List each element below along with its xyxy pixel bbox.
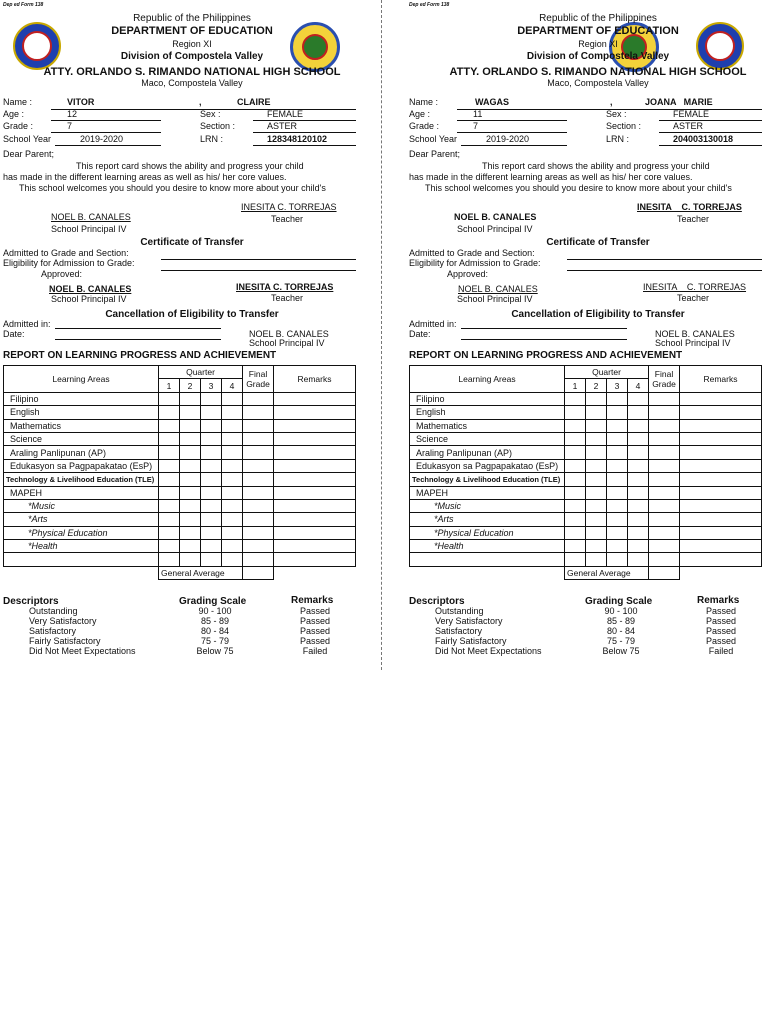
final-grade-header: Final Grade (649, 366, 680, 393)
name-comma: , (610, 97, 613, 107)
section-underline (253, 132, 356, 133)
principal-title-3: School Principal IV (249, 338, 325, 348)
admitted-in-label: Admitted in: (409, 319, 457, 329)
lrn-label: LRN : (606, 134, 630, 144)
eligibility-label: Eligibility for Admission to Grade: (3, 258, 135, 268)
principal-title-3: School Principal IV (655, 338, 731, 348)
grade-label: Grade : (3, 121, 34, 131)
principal-signature-name: NOEL B. CANALES (51, 212, 131, 222)
subject-name: Araling Panlipunan (AP) (4, 446, 159, 459)
school-year-underline (461, 145, 567, 146)
letter-line-2: has made in the different learning areas as well as his/ her core values. (3, 172, 287, 182)
remarks-header: Remarks (274, 366, 356, 393)
report-card-2 (409, 0, 768, 670)
table-row (410, 499, 762, 512)
subject-name: *Arts (410, 513, 565, 526)
principal-signature-name-2: NOEL B. CANALES (49, 284, 132, 294)
table-row (410, 553, 762, 566)
table-row (410, 513, 762, 526)
school-address: Maco, Compostela Valley (547, 78, 649, 88)
grading-scale-heading: Grading Scale (179, 596, 247, 607)
general-average-row (4, 566, 356, 579)
subject-name: Science (410, 432, 565, 445)
subject-name: Edukasyon sa Pagpapakatao (EsP) (410, 459, 565, 472)
date-label: Date: (409, 329, 431, 339)
grade-label: Grade : (409, 121, 440, 131)
quarter-header: Quarter (159, 366, 243, 379)
descriptors-heading: Descriptors (409, 596, 465, 607)
student-lrn: 204003130018 (673, 134, 734, 144)
teacher-title-2: Teacher (271, 293, 304, 303)
grading-scale-list: 90 - 100 85 - 89 80 - 84 75 - 79 Below 75 (602, 606, 640, 656)
table-row (410, 392, 762, 405)
remarks-header: Remarks (680, 366, 762, 393)
form-label: Dep ed Form 138 (409, 2, 450, 8)
subject-name: Mathematics (4, 419, 159, 432)
subject-name: *Music (410, 499, 565, 512)
school-address: Maco, Compostela Valley (141, 78, 243, 88)
school-year-label: School Year (409, 134, 458, 144)
form-label: Dep ed Form 138 (3, 2, 44, 8)
letter-line-2: has made in the different learning areas as well as his/ her core values. (409, 172, 693, 182)
teacher-title-2: Teacher (677, 293, 710, 303)
certificate-of-transfer-heading: Certificate of Transfer (140, 237, 244, 248)
section-label: Section : (606, 121, 642, 131)
table-row (4, 553, 356, 566)
principal-title-2: School Principal IV (51, 294, 127, 304)
subject-name: Araling Panlipunan (AP) (410, 446, 565, 459)
eligibility-line (567, 270, 762, 271)
subject-name: Edukasyon sa Pagpapakatao (EsP) (4, 459, 159, 472)
quarter-4-header: 4 (222, 379, 243, 392)
student-grade: 7 (67, 121, 73, 131)
descriptors-heading: Descriptors (3, 596, 59, 607)
report-title: REPORT ON LEARNING PROGRESS AND ACHIEVEMENT (409, 350, 683, 361)
republic-text: Republic of the Philippines (539, 13, 657, 24)
table-row (4, 446, 356, 459)
student-age: 11 (473, 109, 483, 119)
school-year-label: School Year (3, 134, 52, 144)
subject-name: *Physical Education (4, 526, 159, 539)
subject-name: Technology & Livelihood Education (TLE) (4, 473, 159, 486)
table-row (4, 419, 356, 432)
student-first-name: JOANA MARIE (645, 97, 713, 107)
general-average-label: General Average (565, 566, 649, 579)
division-text: Division of Compostela Valley (120, 51, 264, 62)
name-label: Name : (409, 97, 439, 107)
student-lrn: 128348120102 (267, 134, 328, 144)
table-row (4, 499, 356, 512)
quarter-2-header: 2 (586, 379, 607, 392)
table-row (4, 526, 356, 539)
teacher-title: Teacher (677, 214, 710, 224)
table-row (4, 486, 356, 499)
subject-name: English (410, 406, 565, 419)
principal-signature-name-3: NOEL B. CANALES (655, 329, 735, 339)
report-card-1 (3, 0, 381, 670)
quarter-2-header: 2 (180, 379, 201, 392)
final-grade-header: Final Grade (243, 366, 274, 393)
lrn-underline (253, 145, 356, 146)
table-row (410, 419, 762, 432)
date-label: Date: (3, 329, 25, 339)
grades-table (409, 365, 762, 580)
dear-parent: Dear Parent; (409, 149, 461, 159)
department-text: DEPARTMENT OF EDUCATION (111, 25, 273, 37)
subject-name: Science (4, 432, 159, 445)
admitted-in-label: Admitted in: (3, 319, 51, 329)
principal-signature-name-3: NOEL B. CANALES (249, 329, 329, 339)
admitted-grade-section-label: Admitted to Grade and Section: (3, 248, 129, 258)
subject-name: MAPEH (4, 486, 159, 499)
grade-underline (51, 132, 161, 133)
teacher-signature-name: INESITA C. TORREJAS (637, 202, 742, 212)
eligibility-label: Eligibility for Admission to Grade: (409, 258, 541, 268)
table-row (4, 540, 356, 553)
certificate-of-transfer-heading: Certificate of Transfer (546, 237, 650, 248)
remarks-list: Passed Passed Passed Passed Failed (299, 606, 331, 656)
table-row (4, 392, 356, 405)
remarks-heading: Remarks (291, 595, 334, 606)
table-row (410, 486, 762, 499)
subject-name: *Physical Education (410, 526, 565, 539)
subject-name: *Music (4, 499, 159, 512)
subject-name: *Arts (4, 513, 159, 526)
subject-name: Mathematics (410, 419, 565, 432)
student-last-name: VITOR (67, 97, 95, 107)
student-first-name: CLAIRE (237, 97, 271, 107)
table-row (410, 406, 762, 419)
student-section: ASTER (673, 121, 704, 131)
subject-name: Filipino (410, 392, 565, 405)
page-divider (381, 0, 382, 670)
principal-title-2: School Principal IV (457, 294, 533, 304)
grades-table (3, 365, 356, 580)
table-row (410, 446, 762, 459)
general-average-row (410, 566, 762, 579)
date-line (55, 339, 221, 340)
department-text: DEPARTMENT OF EDUCATION (517, 25, 679, 37)
age-label: Age : (409, 109, 431, 119)
lrn-underline (659, 145, 762, 146)
section-label: Section : (200, 121, 236, 131)
section-underline (659, 132, 762, 133)
subject-name: *Health (410, 540, 565, 553)
quarter-3-header: 3 (201, 379, 222, 392)
school-year-underline (55, 145, 161, 146)
student-last-name: WAGAS (475, 97, 510, 107)
quarter-1-header: 1 (159, 379, 180, 392)
cancellation-heading: Cancellation of Eligibility to Transfer (105, 309, 279, 320)
quarter-4-header: 4 (628, 379, 649, 392)
republic-text: Republic of the Philippines (133, 13, 251, 24)
approved-label: Approved: (41, 269, 83, 279)
student-grade: 7 (473, 121, 479, 131)
teacher-signature-name-2: INESITA C. TORREJAS (236, 282, 334, 292)
principal-title: School Principal IV (457, 224, 533, 234)
school-name: ATTY. ORLANDO S. RIMANDO NATIONAL HIGH SCHOOL (43, 66, 341, 78)
student-school-year: 2019-2020 (80, 134, 124, 144)
principal-signature-name-2: NOEL B. CANALES (458, 284, 538, 294)
division-text: Division of Compostela Valley (526, 51, 670, 62)
admitted-in-line (461, 328, 627, 329)
name-comma: , (199, 97, 202, 107)
table-row (410, 526, 762, 539)
region-text: Region XI (578, 39, 618, 49)
subject-name: English (4, 406, 159, 419)
eligibility-line (161, 270, 356, 271)
student-age: 12 (67, 109, 78, 119)
letter-line-1: This report card shows the ability and progress your child (76, 161, 304, 171)
school-name: ATTY. ORLANDO S. RIMANDO NATIONAL HIGH SCHOOL (449, 66, 747, 78)
admitted-in-line (55, 328, 221, 329)
descriptor-list: Outstanding Very Satisfactory Satisfactory Fairly Satisfactory Did Not Meet Expectations (435, 606, 542, 656)
date-line (461, 339, 627, 340)
region-text: Region XI (172, 39, 212, 49)
table-row (410, 459, 762, 472)
admitted-grade-section-label: Admitted to Grade and Section: (409, 248, 535, 258)
table-row (410, 432, 762, 445)
lrn-label: LRN : (200, 134, 224, 144)
remarks-heading: Remarks (697, 595, 740, 606)
dear-parent: Dear Parent; (3, 149, 55, 159)
grading-scale-heading: Grading Scale (585, 596, 653, 607)
admitted-grade-section-line (161, 259, 356, 260)
student-section: ASTER (267, 121, 298, 131)
table-row (410, 540, 762, 553)
age-label: Age : (3, 109, 25, 119)
student-sex: FEMALE (267, 109, 304, 119)
cancellation-heading: Cancellation of Eligibility to Transfer (511, 309, 685, 320)
quarter-header: Quarter (565, 366, 649, 379)
table-row (410, 473, 762, 486)
table-row (4, 459, 356, 472)
approved-label: Approved: (447, 269, 489, 279)
remarks-list: Passed Passed Passed Passed Failed (705, 606, 737, 656)
letter-line-1: This report card shows the ability and progress your child (482, 161, 710, 171)
letter-line-3: This school welcomes you should you desire to know more about your child's (425, 183, 732, 193)
report-title: REPORT ON LEARNING PROGRESS AND ACHIEVEMENT (3, 350, 277, 361)
teacher-signature-name: INESITA C. TORREJAS (241, 202, 337, 212)
subject-name: MAPEH (410, 486, 565, 499)
quarter-1-header: 1 (565, 379, 586, 392)
subject-name: *Health (4, 540, 159, 553)
student-sex: FEMALE (673, 109, 710, 119)
general-average-label: General Average (159, 566, 243, 579)
table-row (4, 473, 356, 486)
learning-areas-header: Learning Areas (410, 366, 565, 393)
letter-line-3: This school welcomes you should you desire to know more about your child's (19, 183, 326, 193)
principal-title: School Principal IV (51, 224, 127, 234)
admitted-grade-section-line (567, 259, 762, 260)
descriptor-list: Outstanding Very Satisfactory Satisfactory Fairly Satisfactory Did Not Meet Expectations (29, 606, 136, 656)
teacher-signature-name-2: INESITA C. TORREJAS (643, 282, 747, 292)
teacher-title: Teacher (271, 214, 304, 224)
sex-label: Sex : (606, 109, 627, 119)
subject-name: Technology & Livelihood Education (TLE) (410, 473, 565, 486)
principal-signature-name: NOEL B. CANALES (454, 212, 537, 222)
quarter-3-header: 3 (607, 379, 628, 392)
student-school-year: 2019-2020 (486, 134, 530, 144)
grading-scale-list: 90 - 100 85 - 89 80 - 84 75 - 79 Below 75 (196, 606, 234, 656)
grade-underline (457, 132, 567, 133)
learning-areas-header: Learning Areas (4, 366, 159, 393)
table-row (4, 513, 356, 526)
table-row (4, 406, 356, 419)
sex-label: Sex : (200, 109, 221, 119)
subject-name: Filipino (4, 392, 159, 405)
name-label: Name : (3, 97, 33, 107)
table-row (4, 432, 356, 445)
